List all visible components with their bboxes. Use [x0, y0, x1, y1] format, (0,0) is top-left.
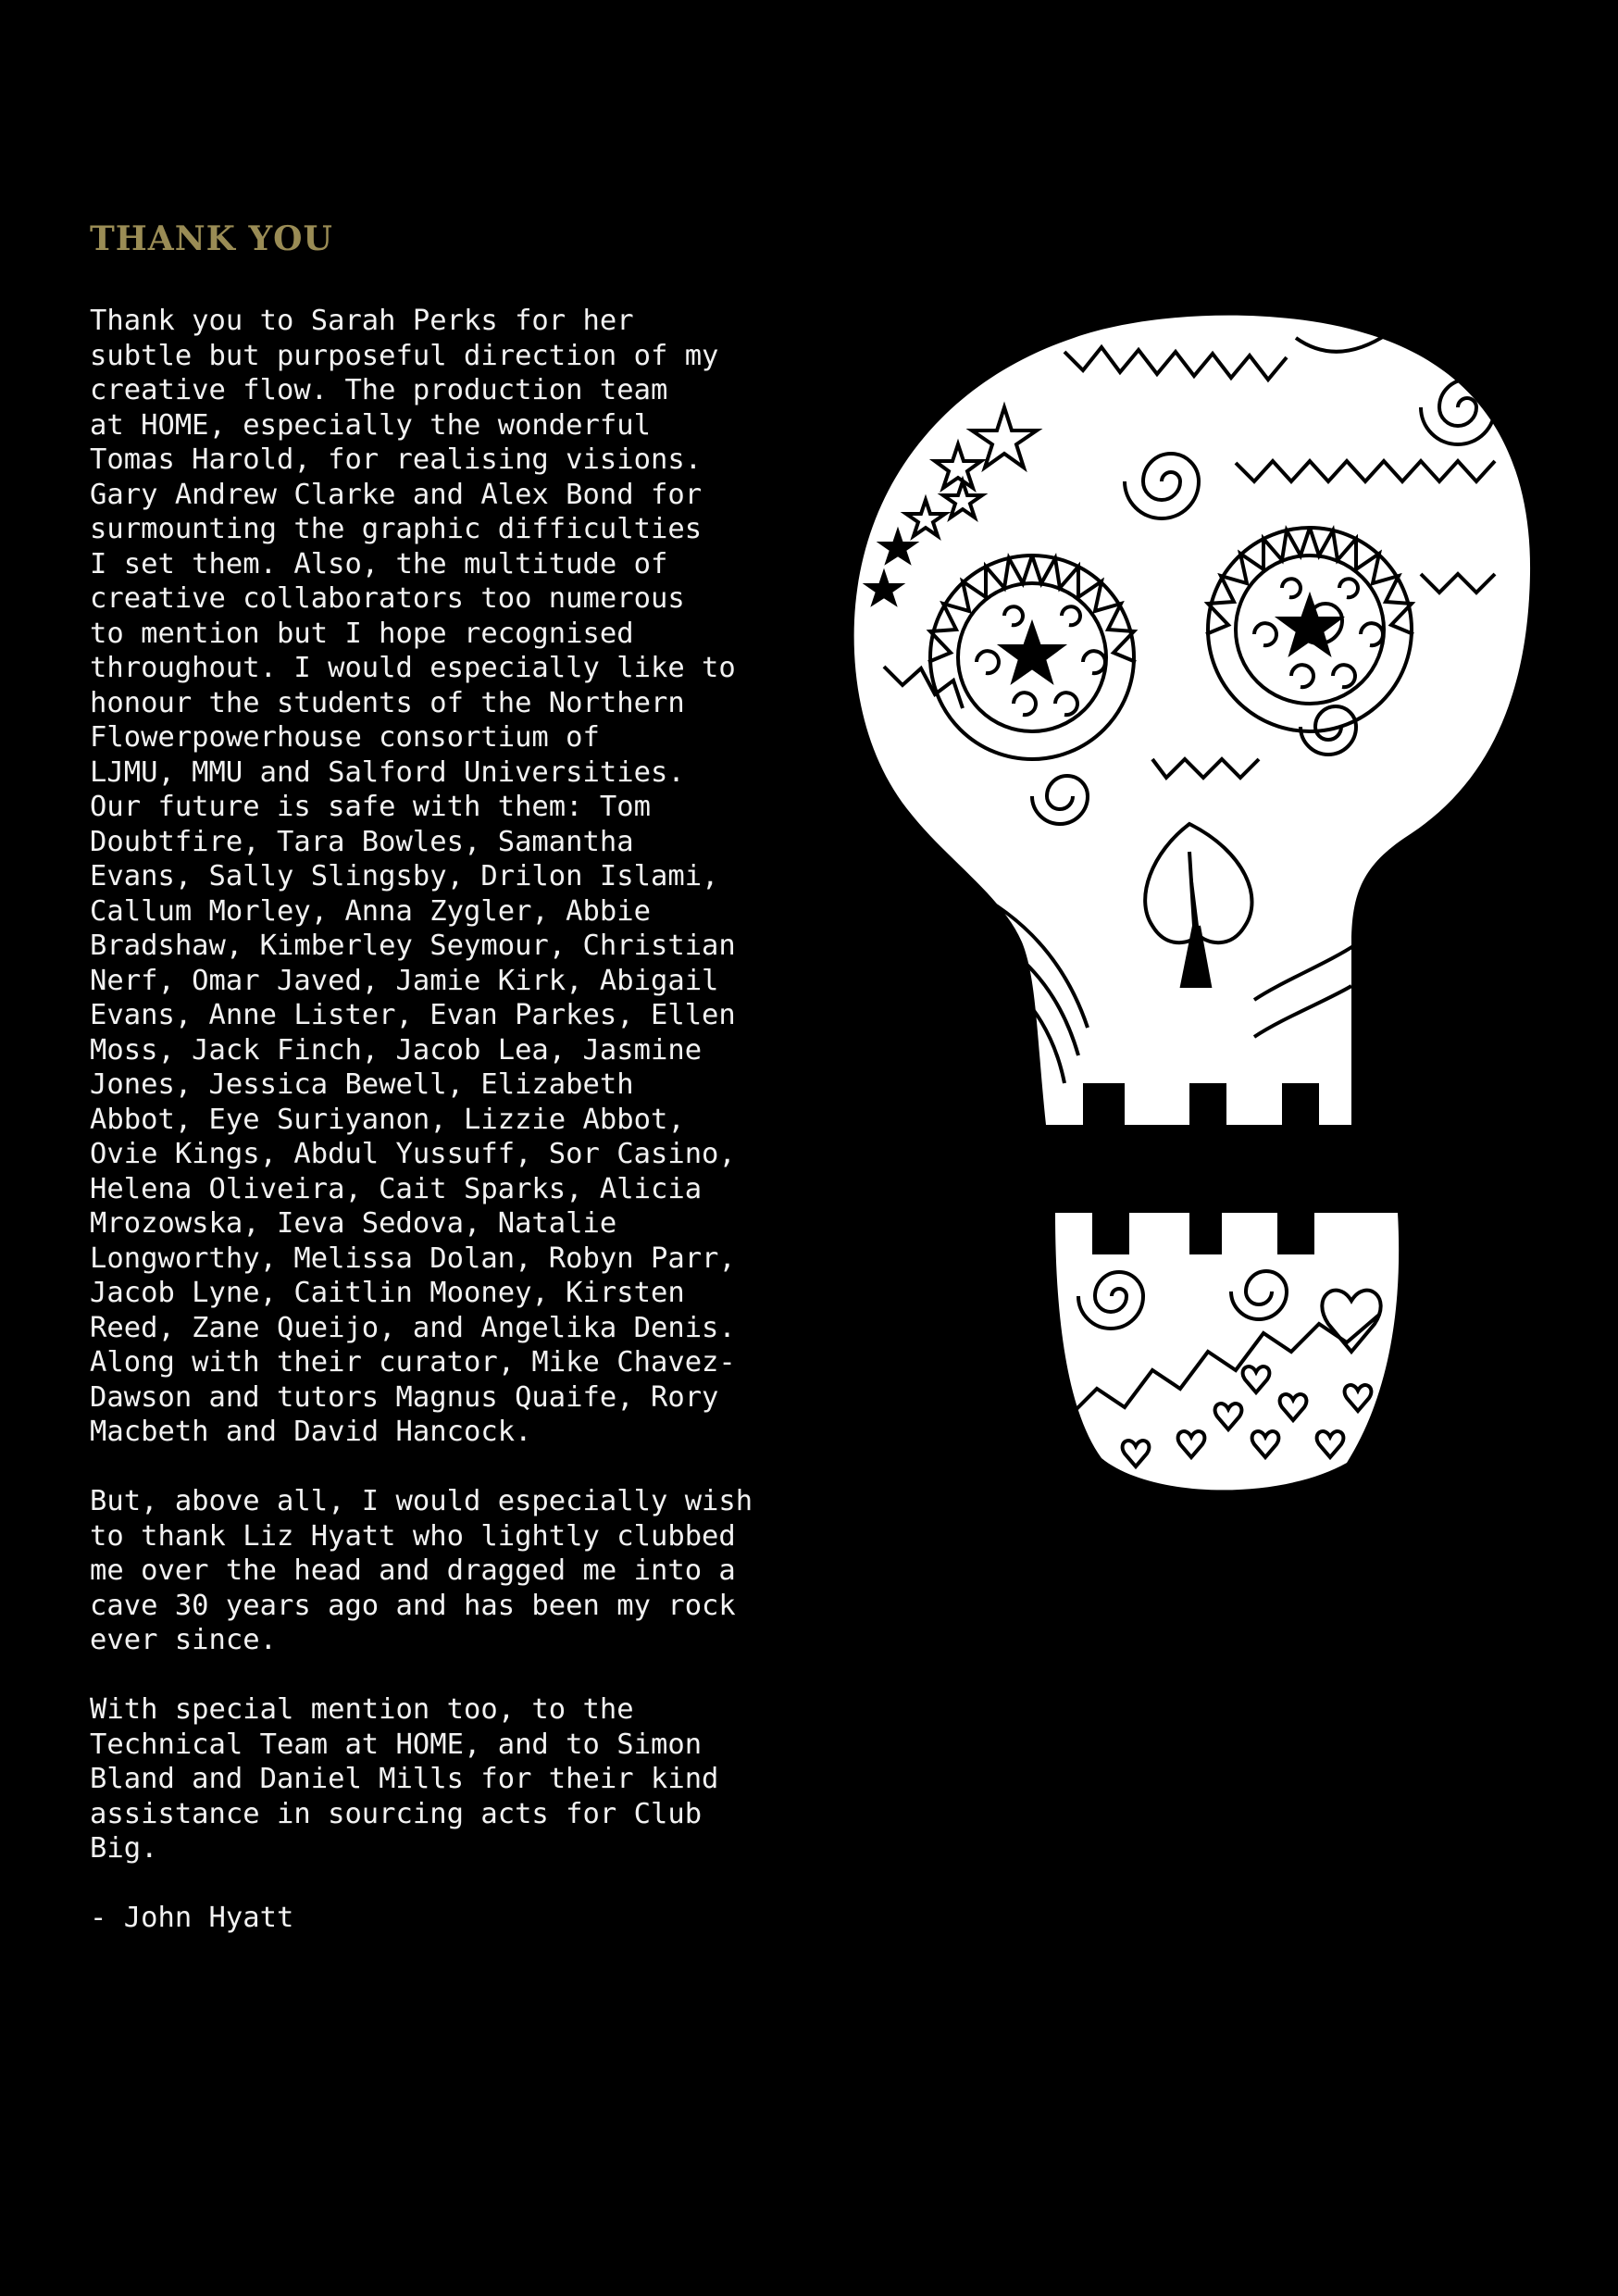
skull-jaw	[1055, 1213, 1399, 1490]
paragraph-liz-hyatt: But, above all, I would especially wish to thank Liz Hyatt who lightly clubbed me over the head and dragged me into a cave 30 years ago and has been my rock ever since.	[90, 1485, 753, 1656]
acknowledgements-column	[90, 215, 793, 1936]
paragraph-special-mention: With special mention too, to the Technical Team at HOME, and to Simon Bland and Daniel Mills for their kind assistance in sourcing acts for Club Big.	[90, 1693, 719, 1865]
signature: - John Hyatt	[90, 1902, 294, 1934]
skull-cranium	[854, 316, 1530, 1125]
paragraph-production-credits: Thank you to Sarah Perks for her subtle but purposeful direction of my creative flow. The production team at HOME, especially the wonderful Tomas Harold, for realising visions. Gary Andrew Clarke and Alex Bond for surmounting the graphic difficulties I set them. Also, the multitude of creative collaborators too numerous to mention but I hope recognised throughout. I would especially like to honour the students of the Northern Flowerpowerhouse consortium of LJMU, MMU and Salford Universities. Our future is safe with them: Tom Doubtfire, Tara Bowles, Samantha Evans, Sally Slingsby, Drilon Islami, Callum Morley, Anna Zygler, Abbie Bradshaw, Kimberley Seymour, Christian Nerf, Omar Javed, Jamie Kirk, Abigail Evans, Anne Lister, Evan Parkes, Ellen Moss, Jack Finch, Jacob Lea, Jasmine Jones, Jessica Bewell, Elizabeth Abbot, Eye Suriyanon, Lizzie Abbot, Ovie Kings, Abdul Yussuff, Sor Casino, Helena Oliveira, Cait Sparks, Alicia Mrozowska, Ieva Sedova, Natalie Longworthy, Melissa Dolan, Robyn Parr, Jacob Lyne, Caitlin Mooney, Kirsten Reed, Zane Queijo, and Angelika Denis. Along with their curator, Mike Chavez- Dawson and tutors Magnus Quaife, Rory Macbeth and David Hancock.	[90, 305, 736, 1448]
sugar-skull-icon	[847, 296, 1550, 1500]
page-title: THANK YOU	[90, 219, 333, 258]
